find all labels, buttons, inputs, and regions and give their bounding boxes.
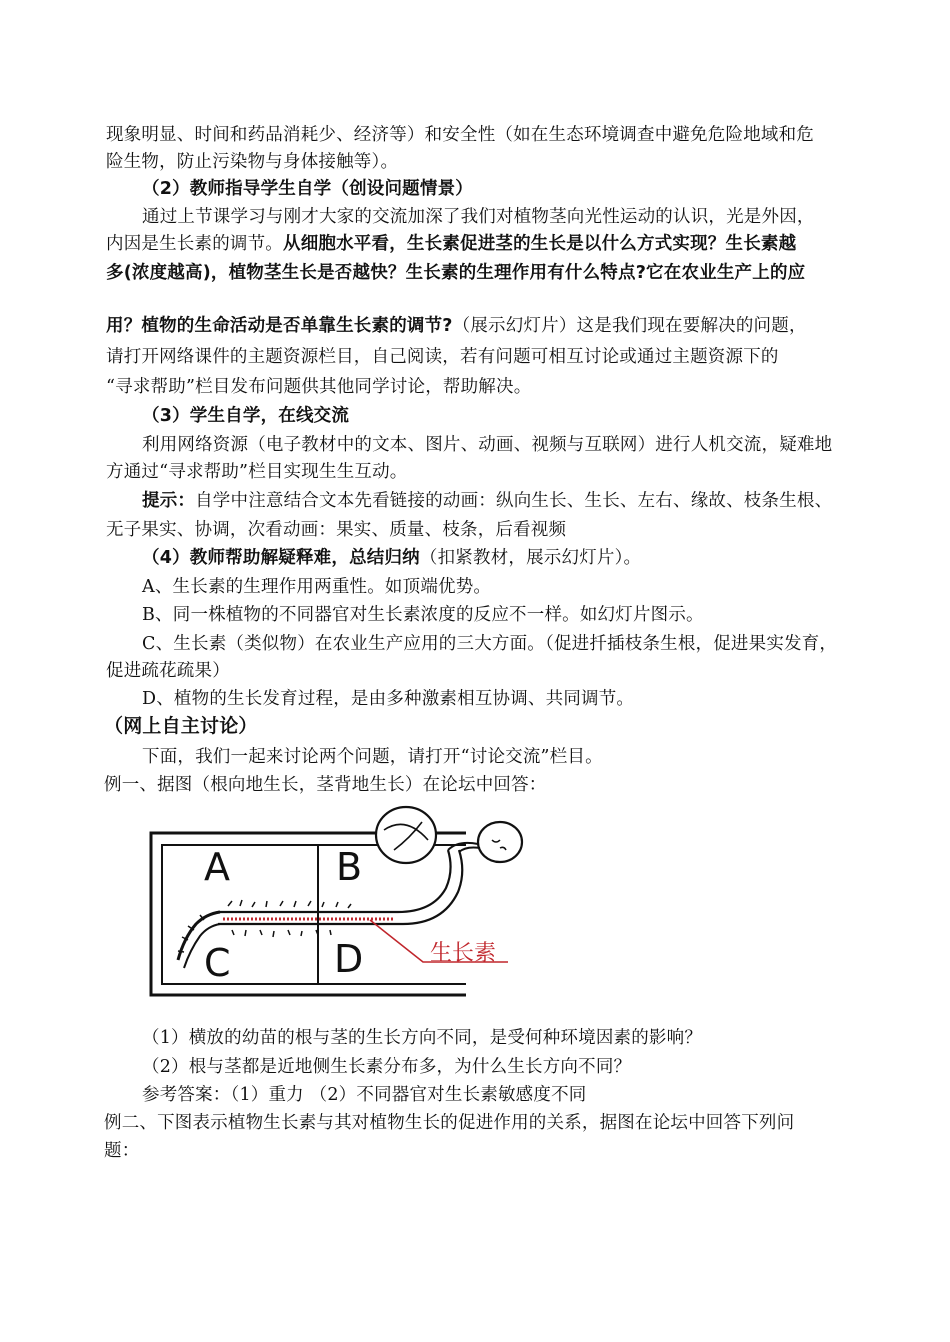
step4-heading-line <box>142 547 641 569</box>
step2-line2 <box>106 233 796 255</box>
discussion-heading: （网上自主讨论） <box>104 715 258 737</box>
seedling-figure <box>148 800 528 1000</box>
example2-line1: 例二、下图表示植物生长素与其对植物生长的促进作用的关系，据图在论坛中回答下列问 <box>104 1113 795 1133</box>
leaf-right <box>478 822 522 862</box>
label-a: A <box>204 845 230 889</box>
step2-line2-bold: 从细胞水平看，生长素促进茎的生长是以什么方式实现？生长素越 <box>283 234 797 254</box>
step4-item-c-line2: 促进疏花疏果） <box>106 661 230 681</box>
para1-line1: 现象明显、时间和药品消耗少、经济等）和安全性（如在生态环境调查中避免危险地域和危 <box>106 125 814 145</box>
step2-line3: 多(浓度越高)，植物茎生长是否越快？生长素的生理作用有什么特点?它在农业生产上的应 <box>106 263 806 283</box>
step4-heading-tail: （扣紧教材，展示幻灯片）。 <box>419 548 642 568</box>
label-b: B <box>336 845 363 889</box>
step2-line2-plain: 内因是生长素的调节。 <box>106 234 283 254</box>
step2-line6: “寻求帮助”栏目发布问题供其他同学讨论，帮助解决。 <box>106 377 532 397</box>
example1-question1: （1）横放的幼苗的根与茎的生长方向不同，是受何种环境因素的影响？ <box>142 1028 703 1048</box>
root-hairs-bottom <box>232 930 331 937</box>
step4-item-d: D、植物的生长发育过程，是由多种激素相互协调、共同调节。 <box>142 689 635 709</box>
leaf-left <box>376 807 436 863</box>
example2-line2: 题： <box>104 1141 140 1161</box>
step2-line4-bold: 用？植物的生命活动是否单靠生长素的调节? <box>106 316 453 336</box>
example1-prompt: 例一、据图（根向地生长，茎背地生长）在论坛中回答： <box>104 775 547 795</box>
discussion-intro: 下面，我们一起来讨论两个问题，请打开“讨论交流”栏目。 <box>142 747 603 767</box>
step2-line4-plain: （展示幻灯片）这是我们现在要解决的问题， <box>452 316 807 336</box>
step3-line2: 方通过“寻求帮助”栏目实现生生互动。 <box>106 462 408 482</box>
example1-answer: 参考答案：（1）重力 （2）不同器官对生长素敏感度不同 <box>142 1085 587 1105</box>
tip-label: 提示： <box>142 491 196 511</box>
seedling-diagram <box>148 800 528 1000</box>
label-d: D <box>334 937 364 981</box>
step4-item-b: B、同一株植物的不同器官对生长素浓度的反应不一样。如幻灯片图示。 <box>142 605 704 625</box>
step2-line5: 请打开网络课件的主题资源栏目，自己阅读，若有问题可相互讨论或通过主题资源下的 <box>106 347 779 367</box>
label-auxin: 生长素 <box>430 941 497 966</box>
step4-heading: （4）教师帮助解疑释难，总结归纳 <box>142 548 420 568</box>
tip-text: 自学中注意结合文本先看链接的动画：纵向生长、生长、左右、缘故、枝条生根、 <box>195 491 833 511</box>
step3-heading: （3）学生自学，在线交流 <box>142 406 350 426</box>
step4-item-a: A、生长素的生理作用两重性。如顶端优势。 <box>142 577 492 597</box>
step4-item-c-line1: C、生长素（类似物）在农业生产应用的三大方面。（促进扦插枝条生根，促进果实发育， <box>142 634 838 654</box>
step3-line1: 利用网络资源（电子教材中的文本、图片、动画、视频与互联网）进行人机交流，疑难地 <box>142 435 833 455</box>
label-c: C <box>204 941 231 985</box>
step3-tip-line2: 无子果实、协调，次看动画：果实、质量、枝条，后看视频 <box>106 520 567 540</box>
root-hairs-top <box>228 900 351 908</box>
example1-question2: （2）根与茎都是近地侧生长素分布多，为什么生长方向不同？ <box>142 1057 632 1077</box>
step2-heading: （2）教师指导学生自学（创设问题情景） <box>142 179 473 199</box>
step3-tip-line1 <box>142 490 832 512</box>
para1-line2: 险生物，防止污染物与身体接触等）。 <box>106 152 399 172</box>
step2-line4 <box>106 315 807 337</box>
step2-line1: 通过上节课学习与刚才大家的交流加深了我们对植物茎向光性运动的认识，光是外因， <box>142 207 815 227</box>
